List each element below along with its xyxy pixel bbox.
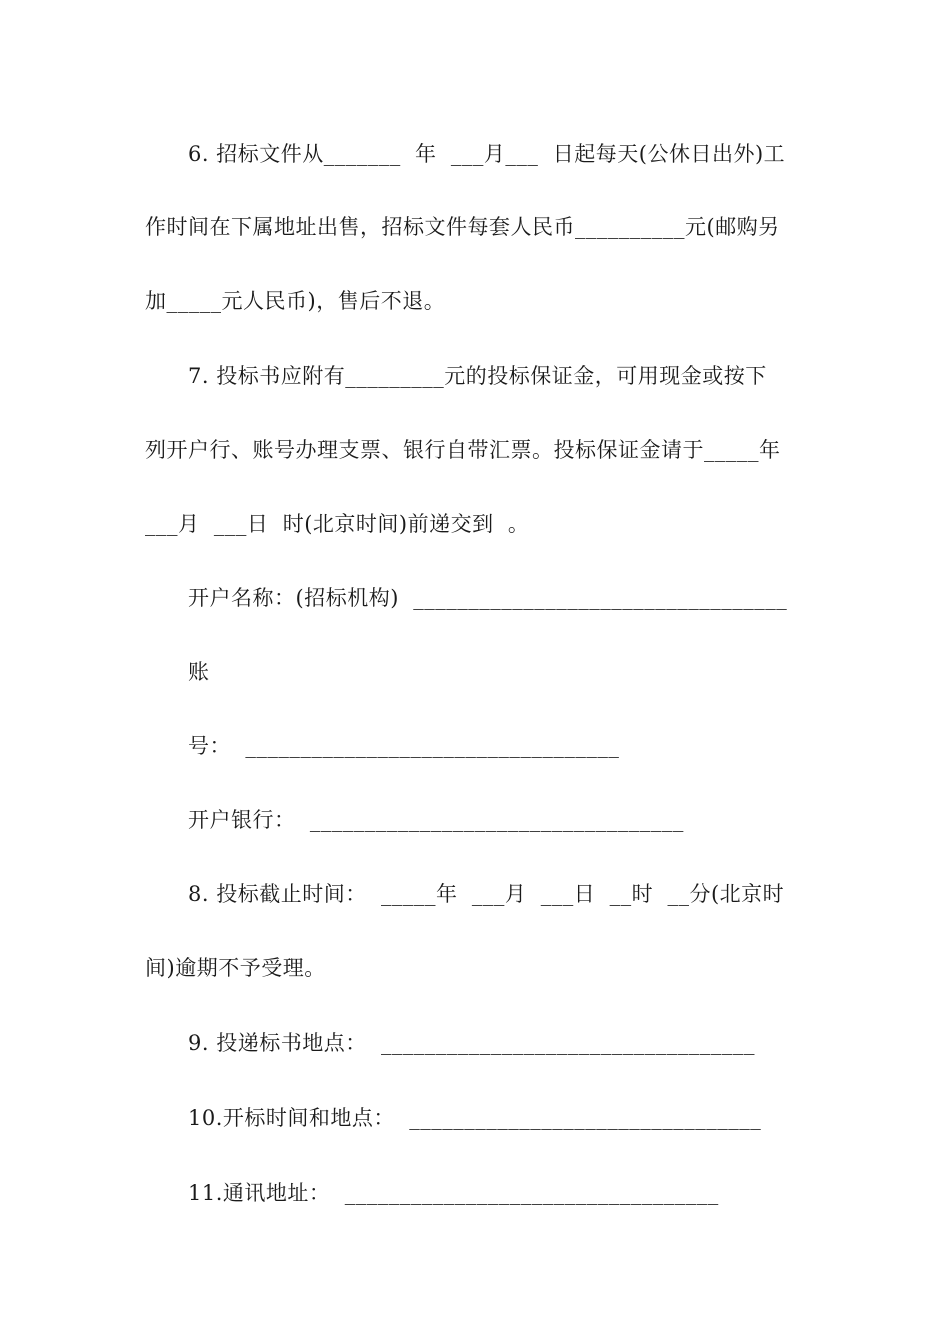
item-7-line-2: 列开户行、账号办理支票、银行自带汇票。投标保证金请于_____年: [145, 438, 781, 462]
item-11-line: 11.通讯地址： __________________________________: [188, 1181, 719, 1205]
item-7-line-1: 7. 投标书应附有_________元的投标保证金，可用现金或按下: [188, 364, 767, 388]
account-name-line: 开户名称：(招标机构) __________________________________: [188, 586, 788, 610]
bank-line: 开户银行： __________________________________: [188, 808, 684, 832]
account-number-line: 号： __________________________________: [188, 734, 620, 758]
item-6-line-2: 作时间在下属地址出售，招标文件每套人民币__________元(邮购另: [145, 215, 780, 239]
item-7-line-3: ___月 ___日 时(北京时间)前递交到 。: [145, 512, 530, 536]
item-10-line: 10.开标时间和地点： ________________________________: [188, 1106, 762, 1130]
item-8-line-1: 8. 投标截止时间： _____年 ___月 ___日 __时 __分(北京时: [188, 882, 785, 906]
account-number-label-line-1: 账: [188, 660, 210, 684]
item-6-line-1: 6. 招标文件从_______ 年 ___月___ 日起每天(公休日出外)工: [188, 142, 786, 166]
item-9-line: 9. 投递标书地点： __________________________________: [188, 1031, 756, 1055]
item-8-line-2: 间)逾期不予受理。: [145, 956, 326, 980]
item-6-line-3: 加_____元人民币)，售后不退。: [145, 289, 446, 313]
